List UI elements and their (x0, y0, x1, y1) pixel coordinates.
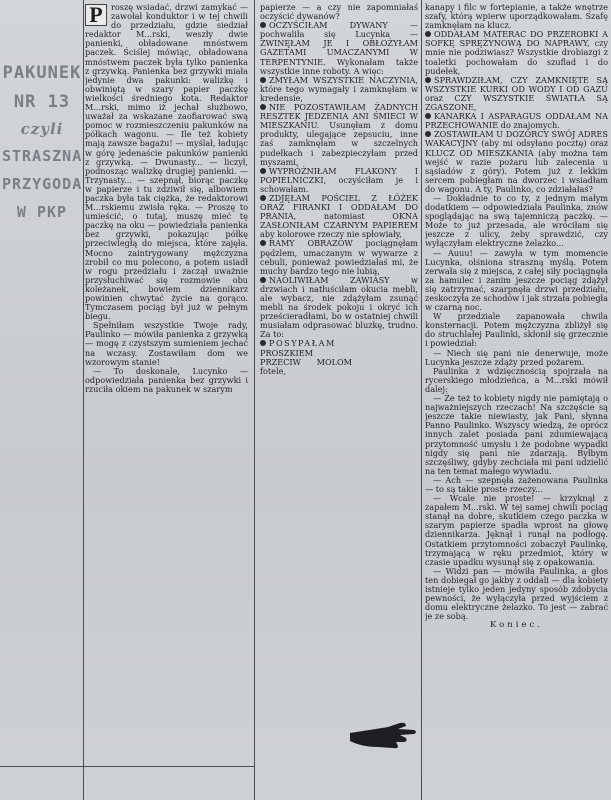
list-item: POSYPAŁAM PROSZKIEM PRZECIW MOLOM fotele, (260, 338, 352, 376)
story-title (2, 58, 82, 226)
paragraph (85, 3, 248, 321)
list-item: SPRAWDZIŁAM, CZY ZAMKNIĘTE SĄ WSZYSTKIE KURKI OD WODY I OD GAZU oraz CZY WSZYSTKIE ŚWIATŁA SĄ ZGASZONE, (425, 74, 608, 113)
paragraph: — Ach — szepnęła zażenowana Paulinka — to są takie proste rzeczy... (425, 474, 608, 494)
title-line-czyli: czyli (20, 120, 64, 138)
text-column-1 (85, 3, 248, 798)
paragraph: papierze — a czy nie zapomniałaś oczyścić dywanów? (260, 3, 418, 22)
paragraph: — Auuu! — zawyła w tym momencie Lucynka, olśniona straszną myślą. Potem zerwała się z miejsca, z całej siły pociągnęła za hamulec i zanim jeszcze pociąg zdążył się zatrzymać, szarpnęła drzwi przedziału, zeskoczyła ze schodów i jak strzała pobiegła w czarną noc. (425, 247, 608, 313)
bullet-icon (425, 131, 431, 137)
list-item: ODDAŁAM MATERAC DO PRZEROBKI A SOFKĘ SPRĘŻYNOWĄ DO NAPRAWY, czy mnie nie podziwiasz? Wszystkie drobiazgi z toaletki pochowałam do szuflad i do pudełek, (425, 29, 608, 76)
paragraph-text: roszę wsiadać, drzwi zamykać — zawołał konduktor i w tej chwili do przedziału, gdzie siedział redaktor M...rski, weszły dwie panienki, obładowane mnóstwem paczek. Ściślej mówiąc, obładowana mnóstwem paczek była tylko panienka z grzywką. Panienka bez grzywki miała jedynie dwa pakunki: walizkę i obwiniętą w szary papier paczkę wielkości średniego kota. Redaktor M...rski, mimo iż jechał służbowo, uważał za wskazane zaofiarować swą pomoc w rozmieszczeniu pakunków na półkach wagonu. — Ile też kobiety mają zawsze bagażu! — myślał, ładując w górę jedenaście pakunków panienki z grzywką. — Dwunasty... — liczył, podnosząc walizkę drugiej panienki. — Trzynasty... — szepnął, biorąc paczkę w papierze i tu zdziwił się, albowiem paczka była tak ciężka, że redaktorowi M...rskiemu zwisła ręka. — Proszę to umieścić, o tutaj, muszę mieć tę paczkę na oku — powiedziała panienka bez grzywki, pokazując półkę przeciwległą do miejsca, które zajęła. Mocno zaintrygowany mężczyzna zrobił co mu polecono, a potem usiadł w rogu przedziału i zaczął uważnie przysłuchiwać się rozmowie obu koleżanek, bowiem dziennikarz powinien chwytać życie na gorąco. Tymczasem pociąg był już w pełnym biegu. (85, 3, 248, 322)
paragraph: — Że też to kobiety nigdy nie pamiętają o najważniejszych rzeczach! Na szczęście są jeszcze takie niewiasty, jak Pani, słynna Panno Paulinko. Wszyscy wiedzą, że oprócz innych zalet posiada pani zdumiewającą przytomność umysłu i że podobne wypadki nigdy się pani nie zdarzają. Byłbym szczęśliwy, gdyby zechciała mi pani udzielić na ten temat małego wywiadu. (425, 393, 608, 476)
bullet-icon (260, 340, 266, 346)
bullet-icon (260, 77, 266, 83)
text-column-2 (260, 3, 418, 798)
title-line-straszna: STRASZNA (2, 147, 83, 165)
paragraph: Paulinka z wdzięcznością spojrzała na rycerskiego młodzieńca, a M...rski mówił dalej: (425, 365, 608, 394)
title-line-number: NR 13 (13, 92, 71, 112)
list-item: ZMYŁAM WSZYSTKIE NACZYNIA, które tego wymagały i zamknęłam w kredensie, (260, 74, 418, 103)
list-item: WYPRÓŻNIŁAM FLAKONY I POPIELNICZKI, oczyściłam je i schowałam. (260, 165, 418, 194)
bullet-icon (425, 31, 431, 37)
paragraph: — To doskonale, Lucynko — odpowiedziała panienka bez grzywki i rzuciła okiem na pakunek w szarym (85, 365, 248, 394)
bullet-icon (260, 104, 266, 110)
bullet-icon (260, 22, 266, 28)
bullet-icon (425, 113, 431, 119)
pointing-hand-icon (348, 715, 418, 755)
list-item: ZDJĘŁAM POŚCIEL Z ŁÓŻEK ORAZ FIRANKI I ODDAŁAM DO PRANIA, natomiast OKNA ZASŁONIŁAM CZARNYM PAPIEREM aby kolorowe rzeczy nie spłowiały, (260, 192, 418, 240)
title-line-pakunek: PAKUNEK (2, 63, 82, 83)
paragraph: — Widzi pan — mówiła Paulinka, a głos ten dobiegał go jakby z oddali — dla kobiety istnieje tylko jeden jedyny sposób zdobycia pewności, że wyłączyła przed wyjściem z domu elektryczne żelazko. To jest — zabrać je ze sobą. (425, 565, 608, 622)
column-divider (83, 0, 84, 800)
text-column-3 (425, 3, 608, 798)
column-divider (421, 0, 422, 800)
paragraph: — Wcale nie proste! — krzyknął z zapałem M...rski. W tej samej chwili pociąg stanął na dobre, skutkiem czego paczka w szarym papierze spadła wprost na głowę dziennikarza. Jęknął i runął na podłogę. Ostatkiem przytomności zobaczył Paulinkę, trzymającą w ręku przedmiot, który w czasie upadku wysunął się z opakowania. (425, 493, 608, 567)
paragraph: kanapy i filc w fortepianie, a także wnętrze szafy, którą wpierw uporządkowałam. Szafę zamknęłam na klucz. (425, 3, 608, 31)
title-line-pkp: W PKP (16, 203, 68, 221)
bullet-icon (260, 277, 266, 283)
bullet-icon (260, 195, 266, 201)
list-item: ZOSTAWIŁAM U DOZORCY SWÓJ ADRES WAKACYJNY (aby mi odsyłano pocztę) oraz KLUCZ OD MIESZKANIA (aby można tam wejść w razie pożaru lub zalecenia u sąsiadów z góry). Potem już z lekkim sercem pobiegłam na dworzec i wsiadłam do wagonu. A ty, Paulinko, co zdziałałaś? (425, 129, 608, 194)
drop-cap: P (85, 4, 107, 26)
paragraph: Spełniłam wszystkie Twoje rady, Paulinko — mówiła panienka z grzywką — mogę z czystszym sumieniem jechać na wczasy. Zostawiłam dom we wzorowym stanie! (85, 320, 248, 367)
paragraph: W przedziale zapanowała chwila konsternacji. Potem mężczyzna zbliżył się do struchlałej Paulinki, skłonił się grzecznie i powiedział: (425, 311, 608, 349)
list-item: KANARKA I ASPARAGUS ODDAŁAM NA PRZECHOWANIE do znajomych. (425, 111, 608, 131)
title-line-przygoda: PRZYGODA (2, 175, 83, 193)
list-item: NAOLIWIŁAM ZAWIASY w drzwiach i natłuściłam okucia mebli, ale wybacz, nie zdążyłam zsunąć mebli na środek pokoju i okryć ich prześcieradłami, bo w ostatniej chwili musiałam odprasować bluzkę, trudno. Za to: (260, 274, 418, 340)
paragraph: — Dokładnie to co ty, z jednym małym dodatkiem — odpowiedziała Paulinka, znów spoglądając na swą tajemniczą paczkę. — Może to już przesada, ale wróciłam się jeszcze z ulicy, żeby sprawdzić, czy wyłączyłam elektryczne żelazko... (425, 192, 608, 249)
bullet-icon (425, 77, 431, 83)
list-item: OCZYŚCIŁAM DYWANY — pochwaliła się Lucynka — ZWINĘŁAM JE I OBŁOŻYŁAM GAZETAMI UMACZANYMI W TERPENTYNIE. Wykonałam także wszystkie inne roboty. A więc: (260, 20, 418, 76)
bullet-icon (260, 240, 266, 246)
end-marker: Koniec. (490, 620, 543, 631)
paragraph: — Niech się pani nie denerwuje, może Lucynka jeszcze zdąży przed pożarem. (425, 347, 608, 367)
list-item: RAMY OBRAZÓW pociągnęłam pędzlem, umaczanym w wywarze z cebuli, ponieważ powiedziałaś mi, że muchy bardzo tego nie lubią, (260, 238, 418, 276)
list-item: NIE POZOSTAWIŁAM ŻADNYCH RESZTEK JEDZENIA ANI ŚMIECI W MIESZKANIU. Usunęłam z domu produkty, ulegające zepsuciu, inne zaś zamknęłam w szczelnych pudełkach i zabezpieczyłam przed myszami, (260, 102, 418, 167)
column-divider (254, 0, 255, 800)
bullet-icon (260, 168, 266, 174)
